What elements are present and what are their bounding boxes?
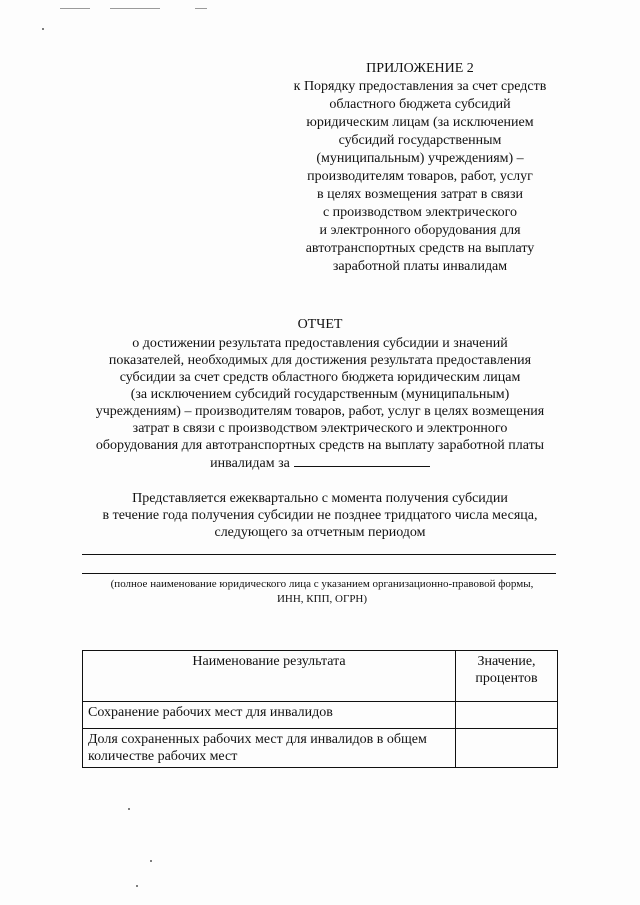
scan-speck (128, 808, 130, 810)
entity-name-blank-line[interactable] (82, 554, 556, 555)
result-value-cell[interactable] (456, 729, 558, 768)
report-line: затрат в связи с производством электрического и электронного (132, 421, 508, 436)
appendix-header (270, 60, 570, 276)
table-row (83, 702, 558, 729)
report-line: субсидии за счет средств областного бюджета юридическим лицам (119, 370, 521, 385)
results-table (82, 650, 558, 768)
appendix-line: и электронного оборудования для (319, 223, 521, 238)
scan-speck (42, 28, 44, 30)
report-line: показателей, необходимых для достижения результата предоставления (108, 353, 532, 368)
table-row (83, 729, 558, 768)
report-heading: ОТЧЕТ (297, 317, 343, 332)
report-line: о достижении результата предоставления субсидии и значений (132, 336, 508, 351)
appendix-line: к Порядку предоставления за счет средств (293, 79, 547, 94)
appendix-line: юридическим лицам (за исключением (306, 115, 534, 130)
appendix-title: ПРИЛОЖЕНИЕ 2 (366, 61, 474, 76)
scan-speck (150, 860, 152, 862)
report-period-blank[interactable] (294, 454, 430, 467)
submission-note-line: следующего за отчетным периодом (214, 525, 426, 540)
report-line: (за исключением субсидий государственным (муниципальным) (130, 387, 510, 402)
result-value-cell[interactable] (456, 702, 558, 729)
scan-artifact (195, 8, 207, 9)
column-header-value: Значение, процентов (456, 651, 558, 702)
scan-artifact (60, 8, 90, 9)
report-heading-block (80, 316, 560, 472)
appendix-line: (муниципальным) учреждениям) – (316, 151, 524, 166)
report-line: оборудования для автотранспортных средств на выплату заработной платы (95, 438, 545, 453)
entity-caption-line: (полное наименование юридического лица с указанием организационно-правовой формы, (110, 578, 534, 590)
appendix-line: производителям товаров, работ, услуг (307, 169, 533, 184)
column-header-name: Наименование результата (83, 651, 456, 702)
report-period-label: инвалидам за (210, 456, 290, 471)
result-name-cell: Доля сохраненных рабочих мест для инвалидов в общем количестве рабочих мест (83, 729, 456, 768)
submission-note (80, 490, 560, 541)
appendix-line: в целях возмещения затрат в связи (317, 187, 523, 202)
scan-speck (136, 885, 138, 887)
result-name-cell: Сохранение рабочих мест для инвалидов (83, 702, 456, 729)
submission-note-line: Представляется ежеквартально с момента получения субсидии (132, 491, 508, 506)
appendix-line: субсидий государственным (338, 133, 502, 148)
entity-name-blank-line[interactable] (82, 573, 556, 574)
appendix-line: с производством электрического (322, 205, 518, 220)
report-period-line (80, 454, 560, 472)
scan-artifact (110, 8, 160, 9)
report-line: учреждениям) – производителям товаров, работ, услуг в целях возмещения (95, 404, 545, 419)
appendix-line: заработной платы инвалидам (332, 259, 508, 274)
appendix-line: автотранспортных средств на выплату (305, 241, 535, 256)
table-header-row (83, 651, 558, 702)
entity-caption (80, 577, 564, 607)
appendix-line: областного бюджета субсидий (329, 97, 511, 112)
submission-note-line: в течение года получения субсидии не позднее тридцатого числа месяца, (102, 508, 538, 523)
entity-caption-line: ИНН, КПП, ОГРН) (276, 593, 368, 605)
